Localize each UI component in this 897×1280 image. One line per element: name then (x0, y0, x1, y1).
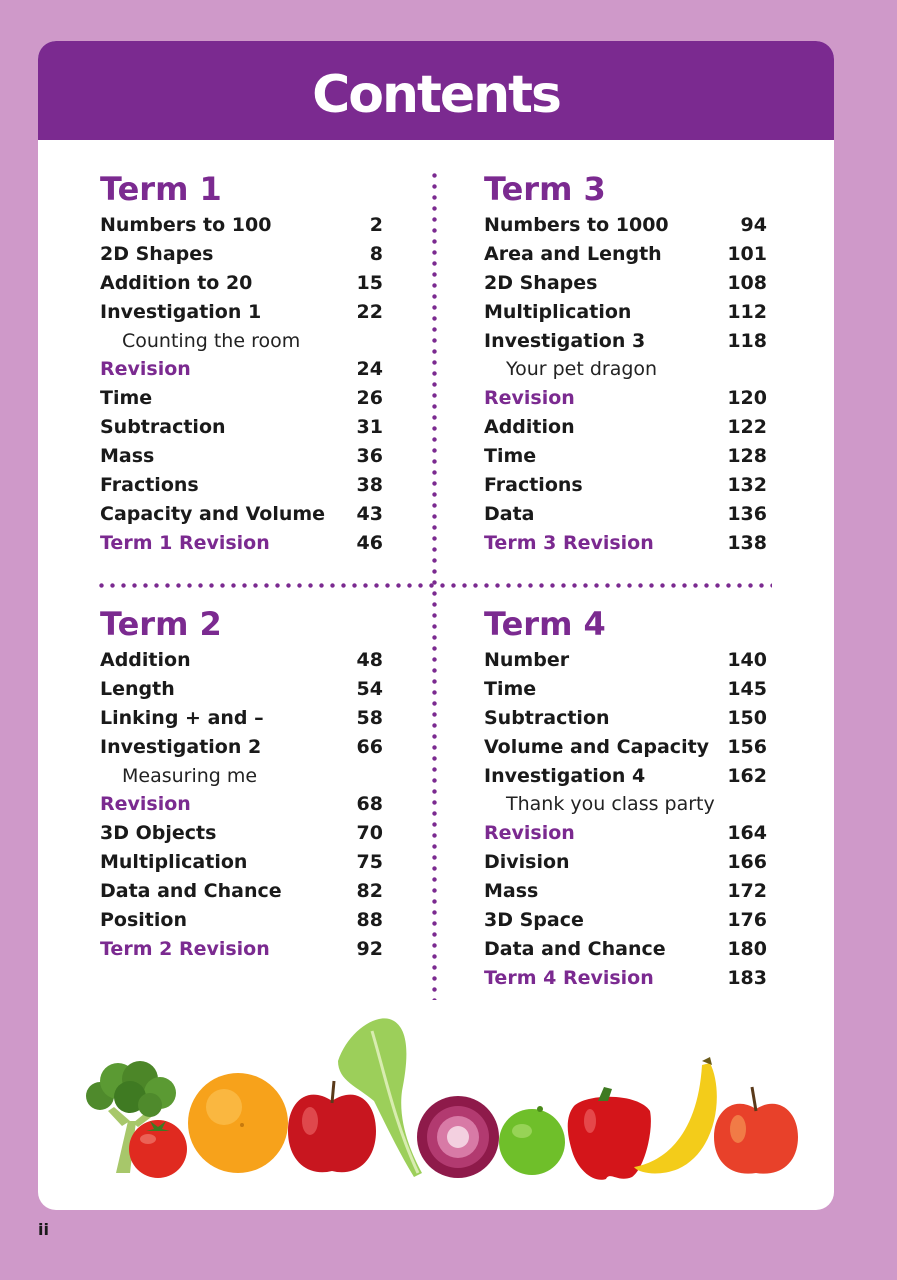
toc-entry-label: Position (100, 909, 187, 932)
entry-list (484, 646, 767, 993)
toc-entry-page: 180 (727, 937, 767, 960)
term-title: Term 4 (484, 605, 606, 643)
toc-entry-page: 66 (356, 735, 383, 758)
toc-entry (100, 500, 383, 529)
toc-entry (484, 269, 767, 298)
toc-entry-label: Term 3 Revision (484, 531, 654, 554)
toc-entry-label: Addition (100, 649, 191, 671)
tomato-icon (129, 1120, 187, 1178)
toc-entry (484, 327, 767, 356)
toc-entry-label: Investigation 3 (484, 329, 646, 352)
toc-entry (100, 646, 383, 675)
toc-entry-label: Time (484, 445, 537, 468)
toc-entry-label: Thank you class party (506, 793, 715, 816)
toc-entry-label: Capacity and Volume (100, 502, 326, 525)
toc-entry (484, 471, 767, 500)
toc-entry-page: 46 (356, 531, 383, 554)
toc-entry-page: 75 (356, 851, 383, 874)
toc-entry (100, 877, 383, 906)
toc-entry-label: Your pet dragon (506, 358, 658, 381)
toc-entry (484, 298, 767, 327)
toc-entry-label: Volume and Capacity (484, 735, 710, 758)
toc-entry-subtitle (484, 355, 767, 384)
toc-entry-page: 132 (727, 474, 767, 497)
toc-entry (484, 500, 767, 529)
toc-entry (484, 935, 767, 964)
contents-card (38, 41, 834, 1210)
toc-entry-label: Numbers to 1000 (484, 214, 669, 236)
toc-entry-subtitle (484, 790, 767, 819)
toc-entry-page: 22 (356, 300, 383, 323)
toc-entry-label: Subtraction (100, 416, 226, 439)
toc-entry (484, 646, 767, 675)
toc-entry-page: 92 (356, 937, 383, 960)
toc-entry-page: 31 (356, 416, 383, 439)
toc-entry-label: Time (484, 677, 537, 700)
toc-entry-label: Measuring me (122, 764, 258, 787)
page-title: Contents (312, 65, 560, 125)
toc-entry-label: Investigation 1 (100, 300, 262, 323)
toc-entry-page: 140 (727, 649, 767, 671)
toc-entry-label: Revision (484, 822, 575, 845)
toc-entry-label: Data and Chance (484, 937, 666, 960)
toc-entry (100, 819, 383, 848)
toc-entry-label: 2D Shapes (484, 271, 598, 294)
toc-entry-page: 88 (356, 909, 383, 932)
toc-entry-page: 108 (727, 271, 767, 294)
toc-entry-label: 2D Shapes (100, 242, 214, 265)
fruit-vegetable-illustration (38, 1001, 834, 1210)
toc-entry-page: 36 (356, 445, 383, 468)
toc-entry-page: 172 (727, 880, 767, 903)
toc-entry-page: 26 (356, 387, 383, 410)
toc-entry (484, 762, 767, 791)
toc-entry-label: Subtraction (484, 706, 610, 729)
toc-entry (100, 298, 383, 327)
toc-entry-page: 162 (727, 764, 767, 787)
toc-entry (100, 848, 383, 877)
toc-entry-page: 183 (727, 966, 767, 989)
toc-entry-label: Term 4 Revision (484, 966, 654, 989)
toc-entry-page: 166 (727, 851, 767, 874)
toc-entry (100, 704, 383, 733)
toc-entry (484, 704, 767, 733)
toc-entry (484, 675, 767, 704)
toc-entry-label: Term 1 Revision (100, 531, 270, 554)
toc-entry-page: 43 (356, 502, 383, 525)
toc-entry-subtitle (100, 762, 383, 791)
toc-entry (484, 848, 767, 877)
toc-entry-page: 82 (356, 880, 383, 903)
toc-entry (100, 442, 383, 471)
toc-entry (100, 471, 383, 500)
toc-entry (484, 819, 767, 848)
toc-entry-label: Mass (100, 445, 155, 468)
toc-entry (484, 877, 767, 906)
toc-entry (100, 384, 383, 413)
toc-entry-label: Investigation 4 (484, 764, 646, 787)
toc-entry-page: 128 (727, 445, 767, 468)
toc-entry (100, 529, 383, 558)
apple-icon (288, 1081, 376, 1172)
toc-entry (484, 211, 767, 240)
toc-entry-label: Length (100, 677, 175, 700)
term-title: Term 1 (100, 170, 222, 208)
toc-entry-page: 176 (727, 909, 767, 932)
term-title: Term 3 (484, 170, 606, 208)
toc-entry-label: Term 2 Revision (100, 937, 270, 960)
toc-entry-page: 101 (727, 242, 767, 265)
toc-entry-page: 70 (356, 822, 383, 845)
entry-list (484, 211, 767, 558)
toc-entry (100, 240, 383, 269)
contents-header (38, 41, 834, 140)
toc-entry-page: 145 (727, 677, 767, 700)
toc-entry (100, 355, 383, 384)
toc-entry (100, 790, 383, 819)
toc-entry-page: 138 (727, 531, 767, 554)
horizontal-dotted-divider (96, 583, 772, 588)
term-4-section (484, 604, 767, 993)
toc-entry-page: 8 (369, 242, 383, 265)
toc-entry-page: 2 (369, 214, 383, 236)
toc-entry (484, 413, 767, 442)
toc-entry-page: 58 (356, 706, 383, 729)
toc-entry-page: 54 (356, 677, 383, 700)
toc-entry-label: Addition to 20 (100, 271, 253, 294)
toc-entry-page: 136 (727, 502, 767, 525)
toc-entry-label: Time (100, 387, 153, 410)
toc-entry-label: Revision (100, 793, 191, 816)
page-number: ii (38, 1220, 49, 1239)
toc-entry-label: Investigation 2 (100, 735, 262, 758)
toc-entry (100, 269, 383, 298)
toc-entry-label: Addition (484, 416, 575, 439)
toc-entry (100, 675, 383, 704)
term-1-section (100, 169, 383, 558)
toc-entry-label: Area and Length (484, 242, 662, 265)
toc-entry-label: Revision (100, 358, 191, 381)
apple-icon (714, 1087, 798, 1174)
orange-icon (188, 1073, 288, 1173)
toc-entry-label: Numbers to 100 (100, 214, 272, 236)
toc-entry-label: Mass (484, 880, 539, 903)
toc-entry-page: 68 (356, 793, 383, 816)
toc-entry (100, 733, 383, 762)
toc-entry-label: Counting the room (122, 329, 301, 352)
toc-entry (100, 935, 383, 964)
red-capsicum-icon (568, 1087, 651, 1180)
toc-entry-page: 24 (356, 358, 383, 381)
red-onion-icon (417, 1096, 499, 1178)
toc-entry-page: 164 (727, 822, 767, 845)
toc-entry-label: Data (484, 502, 535, 525)
toc-entry (100, 906, 383, 935)
toc-entry (484, 733, 767, 762)
toc-entry-label: 3D Space (484, 909, 584, 932)
term-title: Term 2 (100, 605, 222, 643)
entry-list (100, 211, 383, 558)
toc-entry-label: Linking + and – (100, 706, 264, 729)
toc-entry-page: 15 (356, 271, 383, 294)
toc-entry-label: Fractions (100, 474, 199, 497)
toc-entry-page: 150 (727, 706, 767, 729)
toc-entry-page: 122 (727, 416, 767, 439)
toc-entry-page: 94 (740, 214, 767, 236)
entry-list (100, 646, 383, 964)
toc-entry (484, 442, 767, 471)
toc-entry (100, 211, 383, 240)
term-2-section (100, 604, 383, 964)
toc-entry-label: Revision (484, 387, 575, 410)
toc-entry-label: 3D Objects (100, 822, 217, 845)
toc-entry-label: Number (484, 649, 570, 671)
toc-entry-label: Division (484, 851, 570, 874)
toc-entry-page: 38 (356, 474, 383, 497)
toc-entry-page: 120 (727, 387, 767, 410)
toc-entry (100, 413, 383, 442)
toc-entry-page: 112 (727, 300, 767, 323)
toc-entry-page: 48 (356, 649, 383, 671)
toc-entry-label: Multiplication (100, 851, 248, 874)
toc-entry (484, 384, 767, 413)
term-3-section (484, 169, 767, 558)
toc-entry-label: Data and Chance (100, 880, 282, 903)
toc-entry (484, 529, 767, 558)
toc-entry (484, 240, 767, 269)
lime-icon (499, 1106, 565, 1175)
toc-entry (484, 906, 767, 935)
toc-entry-label: Fractions (484, 474, 583, 497)
toc-entry-label: Multiplication (484, 300, 632, 323)
toc-entry-page: 118 (727, 329, 767, 352)
toc-entry (484, 964, 767, 993)
toc-entry-subtitle (100, 327, 383, 356)
toc-entry-page: 156 (727, 735, 767, 758)
